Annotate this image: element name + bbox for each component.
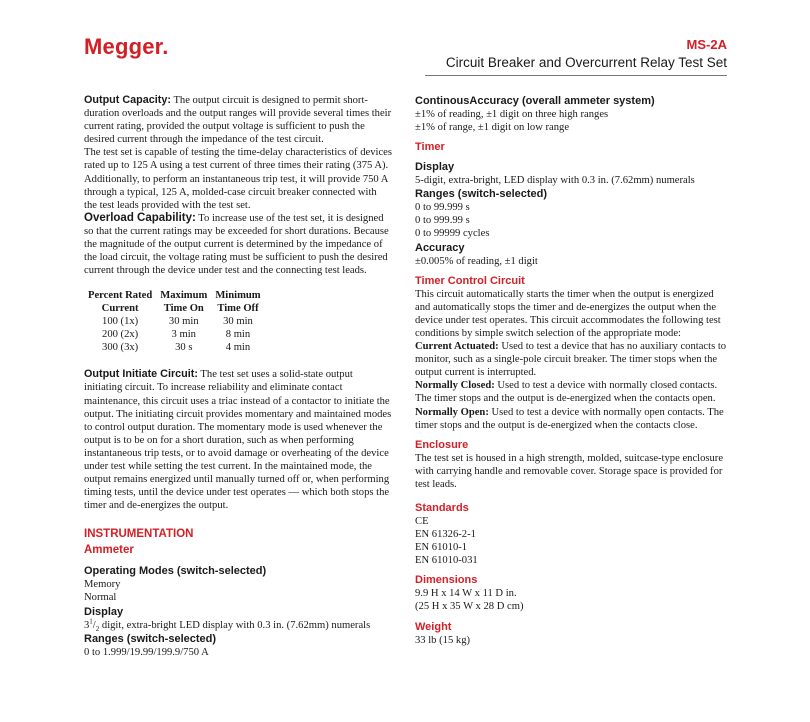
table-header-line: Minimum [215, 290, 261, 302]
timer-display-heading: Display [415, 161, 455, 174]
standard-item: CE [415, 515, 429, 527]
table-cell: 4 min [225, 342, 251, 354]
current-actuated-text: Used to test a device that has no auxiliary contacts to monitor, such as a single-pole circuit breaker. The timer stops when the output current is interrupted. [415, 341, 727, 379]
display-digit-den: 2 [95, 624, 100, 633]
table-header-line: Time On [163, 303, 204, 315]
table-cell: 8 min [225, 329, 251, 341]
display-digit-num: 1 [89, 617, 93, 625]
enclosure-text: The test set is housed in a high strength, molded, suitcase-type enclosure with carrying handle and removable cover. Storage space is provided for test leads. [415, 452, 724, 490]
overload-paragraph [84, 212, 392, 277]
overload-table [84, 289, 265, 354]
table-cell: 200 (2x) [102, 329, 139, 341]
megger-logo: Megger. [84, 34, 169, 59]
standard-item: EN 61010-1 [415, 542, 468, 554]
overload-label: Overload Capability: [84, 211, 196, 224]
accuracy-heading: ContinousAccuracy (overall ammeter system) [415, 95, 655, 107]
table-cell: 300 (3x) [102, 342, 139, 354]
table-header [156, 289, 211, 315]
spacer [415, 491, 727, 501]
memory-mode: Memory [84, 579, 121, 591]
output-initiate-text: The test set uses a solid-state output initiating circuit. To increase reliability and eliminate contact maintenance, this circuit uses a triac instead of a contactor to initiate the output. The initiating circuit provides momentary and maintained modes to control output duration. The momentary mode is used whenever the output is to be on for a short duration, such as when performing instantaneous trip tests, or to avoid damage or overheating of the device under test while setting the test current. In the maintained mode, the output remains energized until manually turned off or, when performing timing tests, until the device under test operates — which both stops the timer and de-energizes the output. [84, 369, 392, 512]
normally-open-paragraph [415, 406, 727, 432]
timer-range: 0 to 999.99 s [415, 215, 470, 227]
normal-mode: Normal [84, 592, 117, 604]
accuracy-line: ±1% of range, ±1 digit on low range [415, 122, 570, 134]
standards-heading: Standards [415, 501, 469, 514]
standard-item: EN 61010-031 [415, 555, 478, 567]
left-column [84, 94, 392, 659]
timer-control-heading: Timer Control Circuit [415, 274, 525, 287]
table-cell: 30 min [168, 316, 199, 328]
ranges-heading: Ranges (switch-selected) [84, 632, 217, 645]
table-header-row [84, 289, 265, 315]
spacer [84, 512, 392, 526]
table-row [84, 328, 265, 341]
normally-closed-label: Normally Closed: [415, 380, 495, 392]
timer-range: 0 to 99.999 s [415, 202, 470, 214]
dimensions-line: (25 H x 35 W x 28 D cm) [415, 601, 524, 613]
timer-accuracy-text: ±0.005% of reading, ±1 digit [415, 255, 538, 267]
normally-open-text: Used to test a device with normally open contacts. The timer stops and the output is de-energized when the contacts close. [415, 406, 724, 431]
standard-item: EN 61326-2-1 [415, 529, 476, 541]
weight-heading: Weight [415, 620, 452, 633]
normally-closed-text: Used to test a device with normally closed contacts. The timer stops and the output is de-energized when the contacts open. [415, 380, 718, 405]
enclosure-heading: Enclosure [415, 438, 469, 451]
display-heading: Display [84, 605, 124, 618]
dimensions-line: 9.9 H x 14 W x 11 D in. [415, 588, 517, 600]
weight-text: 33 lb (15 kg) [415, 634, 471, 646]
table-header [211, 289, 264, 315]
table-cell: 30 min [223, 316, 253, 328]
instrumentation-heading: INSTRUMENTATION [84, 528, 194, 541]
display-digit-whole: 3 [84, 619, 90, 631]
output-initiate-paragraph [84, 368, 392, 512]
ammeter-heading: Ammeter [84, 544, 134, 557]
timer-accuracy-heading: Accuracy [415, 241, 465, 254]
right-column [415, 94, 727, 647]
table-row [84, 341, 265, 354]
operating-modes-heading: Operating Modes (switch-selected) [84, 565, 267, 578]
timer-ranges-heading: Ranges (switch-selected) [415, 188, 548, 201]
table-header-line: Time Off [217, 303, 259, 315]
timer-control-text: This circuit automatically starts the timer when the output is energized and automatically stops the timer and de-energizes the output when the device under test operates. This circuit accommodates the following test conditions by simple switch selection of the appropriate mode: [415, 288, 721, 339]
output-initiate-label: Output Initiate Circuit: [84, 368, 198, 381]
overload-text: To increase use of the test set, it is designed so that the current ratings may be exceeded for short durations. Because the magnitude of the output current is determined by the impedance of the load circuit, the voltage rating must be sufficient to push the desired current through the device under test and the connecting test leads. [84, 212, 389, 277]
output-capacity-paragraph [84, 94, 392, 146]
table-row [84, 315, 265, 328]
document-subtitle: Circuit Breaker and Overcurrent Relay Test Set [445, 55, 727, 70]
display-text: $3^1/_2$ digit, extra-bright LED display with 0.3 in. (7.62mm) numerals [84, 617, 371, 633]
timer-display-text: 5-digit, extra-bright, LED display with 0.3 in. (7.62mm) numerals [415, 175, 695, 187]
current-actuated-label: Current Actuated: [415, 341, 499, 353]
table-header-line: Percent Rated [88, 290, 153, 302]
table-cell: 100 (1x) [102, 316, 139, 328]
dimensions-heading: Dimensions [415, 574, 478, 587]
model-number: MS-2A [686, 37, 727, 52]
table-header [84, 289, 156, 315]
display-description: digit, extra-bright LED display with 0.3 in. (7.62mm) numerals [99, 619, 371, 631]
ranges-text: 0 to 1.999/19.99/199.9/750 A [84, 646, 209, 658]
normally-open-label: Normally Open: [415, 406, 489, 418]
table-header-line: Maximum [160, 290, 208, 302]
accuracy-line: ±1% of reading, ±1 digit on three high ranges [415, 109, 609, 120]
output-capacity-text: The output circuit is designed to permit short-duration overloads and the output ranges will provide several times their current rating, provided the output voltage is sufficient to push the desired current through the impedance of the test circuit. [84, 95, 392, 146]
table-cell: 3 min [171, 329, 196, 341]
spacer [84, 354, 392, 368]
time-delay-paragraph: The test set is capable of testing the time-delay characteristics of devices rated up to 125 A using a test current of three times their rating (375 A). Additionally, to perform an instantaneous trip test, it will provide 750 A through a typical, 125 A, molded-case circuit breaker connected with the test leads provided with the test set. [84, 147, 392, 211]
output-capacity-label: Output Capacity: [84, 94, 171, 106]
current-actuated-paragraph [415, 340, 727, 379]
table-cell: 30 s [175, 342, 193, 354]
timer-heading: Timer [415, 141, 445, 154]
normally-closed-paragraph [415, 379, 727, 405]
header-rule [425, 75, 727, 76]
table-header-line: Current [101, 303, 139, 315]
timer-range: 0 to 99999 cycles [415, 228, 490, 240]
